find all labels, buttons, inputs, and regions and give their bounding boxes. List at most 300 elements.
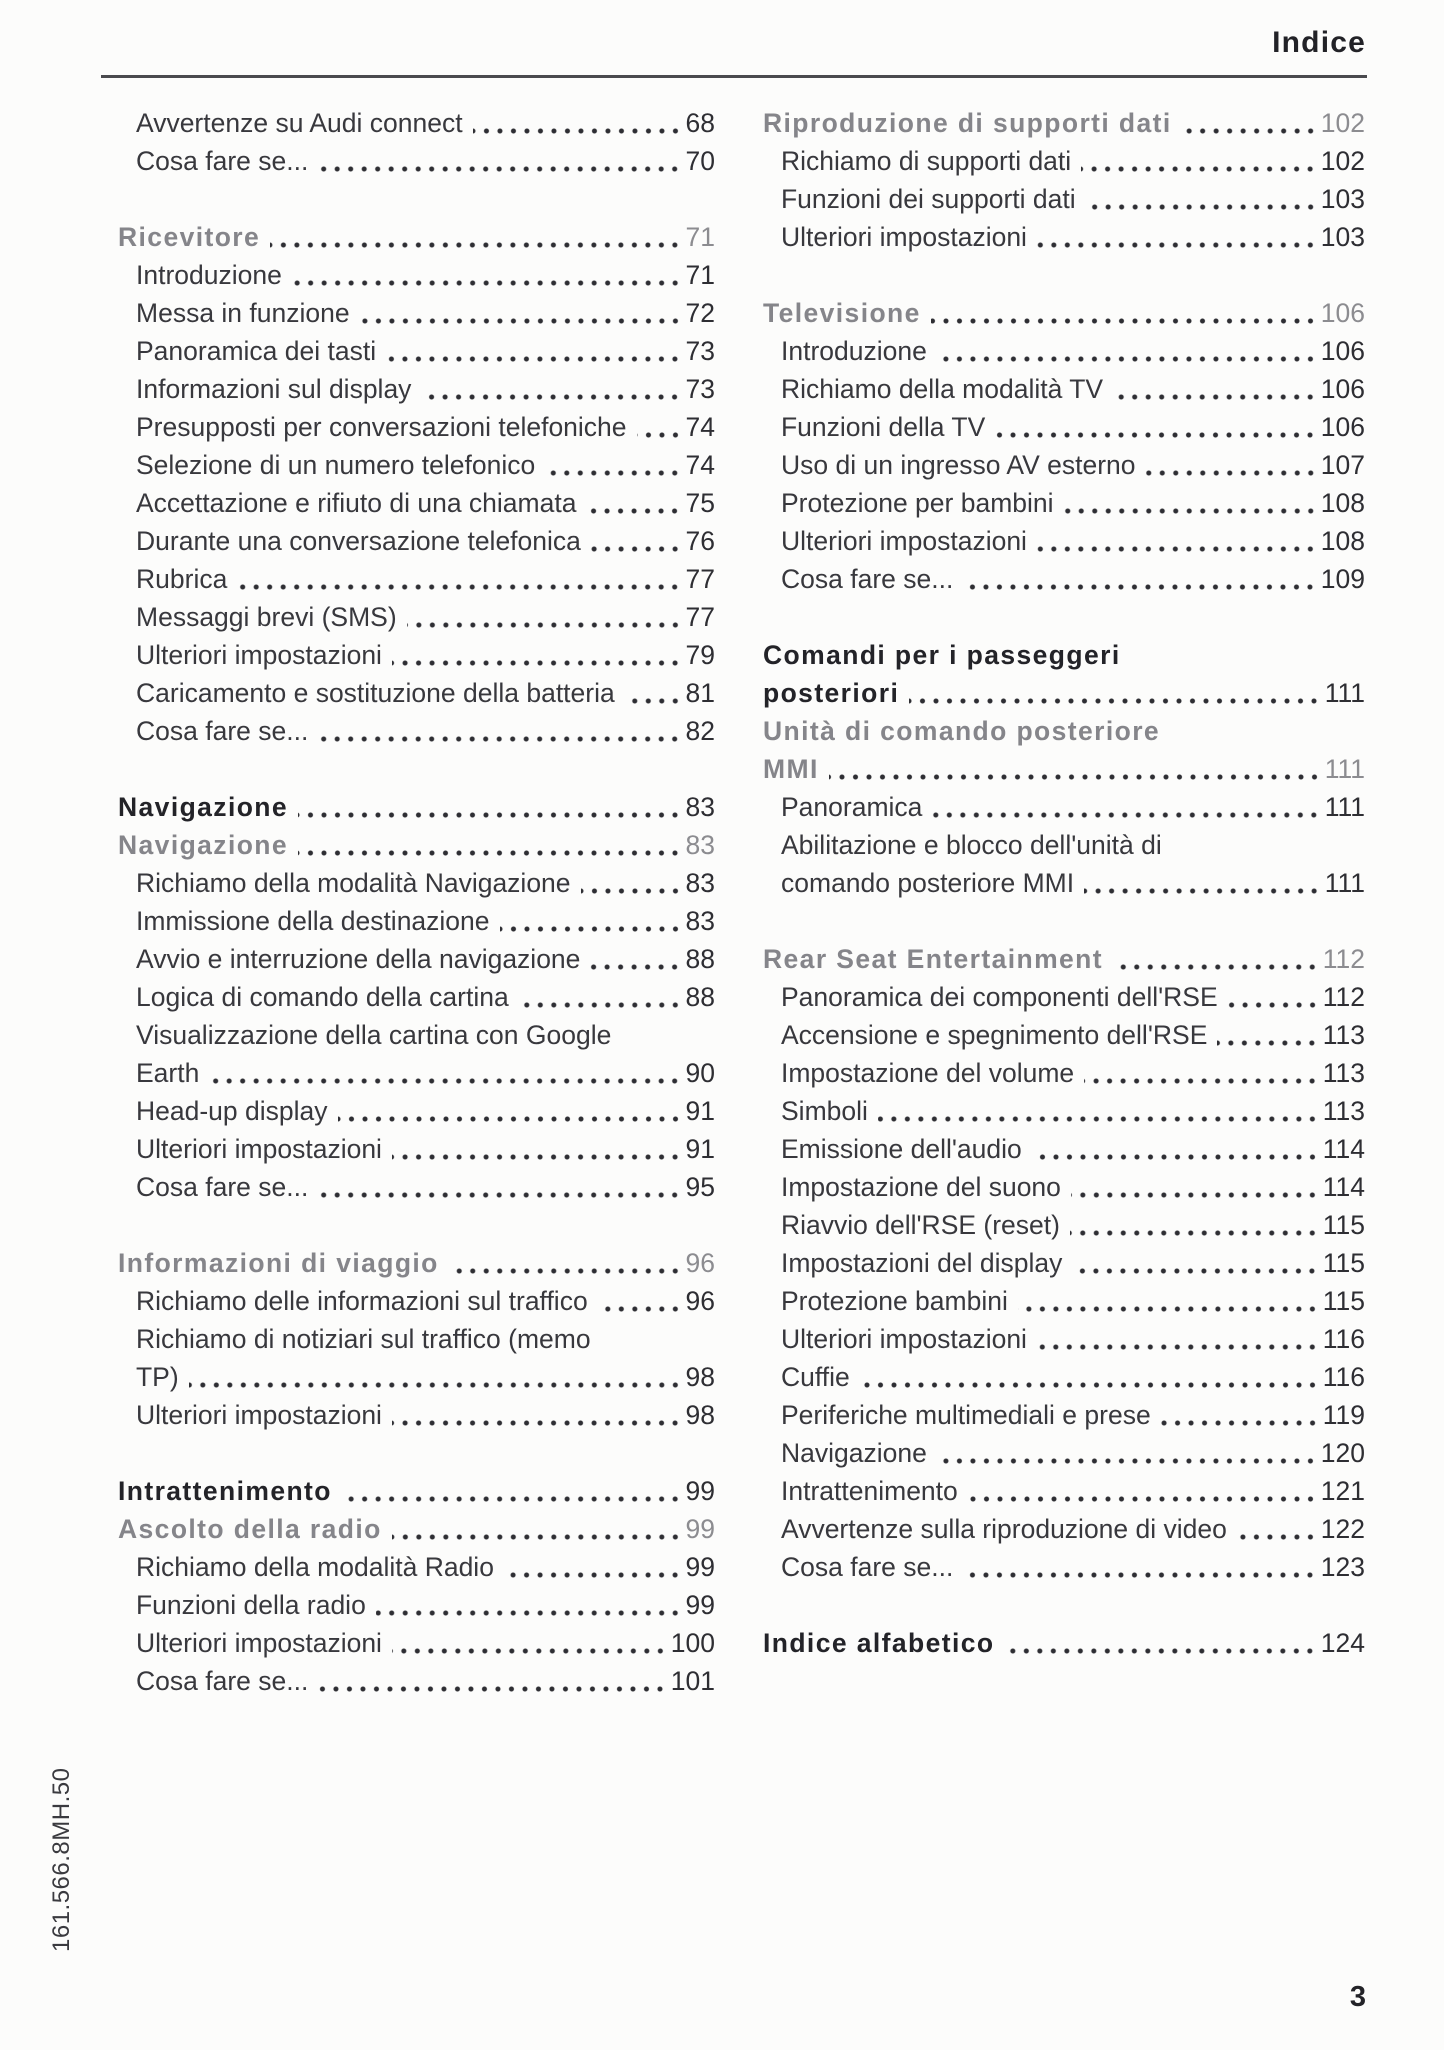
toc-page-number: 74 [685,412,715,442]
toc-entry-title: Cosa fare se... [136,1172,309,1202]
toc-entry-title: Cosa fare se... [136,1666,309,1696]
dot-leader [1084,1054,1319,1092]
toc-entry [118,560,715,598]
toc-entry-title: Richiamo della modalità Radio [136,1552,494,1582]
dot-leader [298,826,681,864]
toc-page-number: 112 [1322,944,1365,974]
toc-entry [118,1016,715,1054]
toc-page-number: 101 [670,1666,715,1696]
toc-section-heading [763,294,1365,332]
toc-page-number: 115 [1322,1248,1365,1278]
dot-leader [860,1358,1319,1396]
toc-chapter-heading [763,1624,1365,1662]
toc-entry [118,1548,715,1586]
toc-entry-title: Rubrica [136,564,228,594]
toc-entry [763,1244,1365,1282]
toc-column-left [118,104,715,1700]
toc-page-number: 103 [1320,222,1365,252]
toc-entry-title: Ulteriori impostazioni [781,1324,1027,1354]
toc-entry-title: Logica di comando della cartina [136,982,509,1012]
dot-leader [586,484,681,522]
toc-entry [763,1206,1365,1244]
toc-entry [763,1510,1365,1548]
toc-entry [118,104,715,142]
toc-section [763,636,1365,902]
dot-leader [318,142,681,180]
toc-entry-title: Funzioni della radio [136,1590,366,1620]
dot-leader [937,1434,1317,1472]
dot-leader [591,522,682,560]
toc-chapter-heading [763,674,1365,712]
dot-leader [1037,218,1317,256]
toc-page-number: 111 [1324,792,1365,822]
toc-entry-title: Rear Seat Entertainment [763,944,1103,974]
toc-entry-title: comando posteriore MMI [781,868,1075,898]
toc-entry [763,1054,1365,1092]
toc-page-number: 98 [685,1400,715,1430]
toc-section [763,104,1365,256]
toc-entry [763,560,1365,598]
toc-page-number: 99 [685,1514,715,1544]
toc-entry-title: Funzioni della TV [781,412,986,442]
dot-leader [1217,1016,1318,1054]
toc-page-number: 71 [685,260,715,290]
toc-page-number: 108 [1320,526,1365,556]
toc-page-number: 83 [685,830,715,860]
toc-entry [118,712,715,750]
toc-section [118,218,715,750]
toc-entry [763,1092,1365,1130]
toc-entry-title: Uso di un ingresso AV esterno [781,450,1136,480]
toc-entry-title: Cosa fare se... [136,716,309,746]
dot-leader [932,788,1320,826]
dot-leader [1146,446,1317,484]
toc-page-number: 116 [1322,1362,1365,1392]
toc-entry [763,1472,1365,1510]
toc-entry-title: Navigazione [781,1438,927,1468]
toc-entry [118,1054,715,1092]
toc-entry-title: Intrattenimento [118,1476,332,1506]
toc-page-number: 102 [1320,108,1365,138]
toc-entry [763,978,1365,1016]
toc-entry-title: Intrattenimento [781,1476,958,1506]
toc-entry [763,788,1365,826]
toc-entry-title: Avvertenze su Audi connect [136,108,463,138]
toc-section [763,940,1365,1586]
toc-section-heading [763,750,1365,788]
toc-entry-title: Informazioni sul display [136,374,412,404]
toc-entry [118,332,715,370]
dot-leader [392,1396,682,1434]
toc-entry [763,142,1365,180]
toc-entry-title: Introduzione [136,260,282,290]
toc-page-number: 95 [685,1172,715,1202]
toc-entry-title: Durante una conversazione telefonica [136,526,581,556]
toc-section-heading [118,218,715,256]
toc-page-number: 79 [685,640,715,670]
toc-entry-title: Impostazioni del display [781,1248,1063,1278]
dot-leader [504,1548,682,1586]
toc-entry-title: Richiamo delle informazioni sul traffico [136,1286,588,1316]
toc-entry-title: Panoramica dei tasti [136,336,377,366]
toc-page-number: 77 [685,564,715,594]
toc-page-number: 100 [670,1628,715,1658]
toc-entry [118,1662,715,1700]
toc-section [118,1244,715,1434]
toc-section-heading [118,826,715,864]
toc-page-number: 122 [1320,1514,1365,1544]
toc-page-number: 114 [1322,1134,1365,1164]
dot-leader [386,332,681,370]
toc-page-number: 76 [685,526,715,556]
dot-leader [342,1472,682,1510]
dot-leader [1113,370,1317,408]
dot-leader [338,1092,682,1130]
toc-page-number: 88 [685,944,715,974]
toc-page-number: 99 [685,1590,715,1620]
toc-entry-title: Funzioni dei supporti dati [781,184,1076,214]
toc-entry [118,1130,715,1168]
dot-leader [318,1168,681,1206]
dot-leader [968,1472,1317,1510]
toc-entry [118,522,715,560]
toc-entry [118,1320,715,1358]
dot-leader [637,408,682,446]
toc-entry [118,1092,715,1130]
toc-entry-title: Panoramica dei componenti dell'RSE [781,982,1218,1012]
dot-leader [1018,1282,1319,1320]
toc-entry-title: Navigazione [118,830,289,860]
toc-page-number: 82 [685,716,715,746]
toc-entry-title: Messaggi brevi (SMS) [136,602,397,632]
toc-entry-title: Selezione di un numero telefonico [136,450,536,480]
toc-entry-title: Presupposti per conversazioni telefoniche [136,412,627,442]
toc-section-heading [763,940,1365,978]
toc-entry [763,446,1365,484]
toc-entry [118,1586,715,1624]
toc-entry [763,370,1365,408]
toc-entry-title: Abilitazione e blocco dell'unità di [781,830,1162,860]
toc-entry-title: Richiamo di supporti dati [781,146,1072,176]
toc-page-number: 96 [685,1248,715,1278]
toc-entry [118,864,715,902]
dot-leader [1072,1244,1318,1282]
toc-entry-title: Ulteriori impostazioni [781,526,1027,556]
toc-page-number: 111 [1324,754,1365,784]
toc-entry-title: Simboli [781,1096,868,1126]
toc-entry [763,218,1365,256]
toc-page-number: 106 [1320,336,1365,366]
toc-page-number: 71 [685,222,715,252]
toc-entry [118,446,715,484]
toc-entry-title: Emissione dell'audio [781,1134,1022,1164]
dot-leader [878,1092,1319,1130]
dot-leader [1237,1510,1317,1548]
toc-entry-title: Navigazione [118,792,289,822]
toc-section [763,294,1365,598]
dot-leader [1037,522,1317,560]
toc-entry [118,978,715,1016]
toc-section [763,1624,1365,1662]
toc-page-number: 88 [685,982,715,1012]
header-rule [101,75,1367,78]
dot-leader [909,674,1321,712]
toc-chapter-heading [118,788,715,826]
dot-leader [392,1130,682,1168]
dot-leader [298,788,681,826]
toc-page-number: 68 [685,108,715,138]
toc-entry [118,674,715,712]
dot-leader [590,940,681,978]
toc-section-heading [118,1510,715,1548]
toc-page-number: 111 [1324,678,1365,708]
toc-entry [763,1396,1365,1434]
toc-entry-title: Periferiche multimediali e prese [781,1400,1151,1430]
toc-entry [118,408,715,446]
toc-page-number: 119 [1322,1400,1365,1430]
toc-entry [763,1016,1365,1054]
toc-entry [118,370,715,408]
toc-page-number: 107 [1320,450,1365,480]
toc-entry-title: Richiamo della modalità TV [781,374,1104,404]
toc-page-number: 124 [1320,1628,1365,1658]
toc-entry-title: Cosa fare se... [136,146,309,176]
toc-entry-title: Panoramica [781,792,923,822]
dot-leader [392,1624,667,1662]
dot-leader [1113,940,1319,978]
dot-leader [500,902,682,940]
toc-entry [763,1548,1365,1586]
dot-leader [581,864,682,902]
toc-entry-title: Protezione per bambini [781,488,1054,518]
toc-entry-title: Ulteriori impostazioni [136,1400,382,1430]
toc-page-number: 73 [685,336,715,366]
toc-entry-title: Impostazione del volume [781,1058,1075,1088]
toc-entry-title: Ulteriori impostazioni [136,1628,382,1658]
toc-entry [763,484,1365,522]
toc-entry [118,142,715,180]
toc-page-number: 83 [685,868,715,898]
dot-leader [519,978,682,1016]
toc-entry [118,484,715,522]
toc-entry [763,826,1365,864]
toc-entry [118,1624,715,1662]
dot-leader [1032,1130,1319,1168]
toc-page-number: 73 [685,374,715,404]
toc-entry-title: Head-up display [136,1096,328,1126]
toc-entry [118,256,715,294]
dot-leader [270,218,681,256]
toc-entry [763,1282,1365,1320]
dot-leader [292,256,682,294]
toc-entry-title: posteriori [763,678,900,708]
toc-entry [118,1396,715,1434]
toc-entry-title: Cosa fare se... [781,1552,954,1582]
toc-page-number: 112 [1322,982,1365,1012]
toc-section-heading [763,712,1365,750]
dot-leader [1070,1206,1319,1244]
dot-leader [360,294,682,332]
toc-page-number: 96 [685,1286,715,1316]
toc-entry-title: Protezione bambini [781,1286,1008,1316]
toc-page-number: 90 [685,1058,715,1088]
toc-page-number: 72 [685,298,715,328]
toc-page-number: 102 [1320,146,1365,176]
dot-leader [1037,1320,1319,1358]
toc-entry [763,1130,1365,1168]
toc-entry [118,294,715,332]
toc-entry-title: Ulteriori impostazioni [136,640,382,670]
dot-leader [473,104,682,142]
toc-entry [763,408,1365,446]
toc-page-number: 111 [1324,868,1365,898]
toc-entry-title: Messa in funzione [136,298,350,328]
toc-column-right [763,104,1365,1662]
toc-entry-title: Richiamo della modalità Navigazione [136,868,571,898]
toc-entry-title: Ascolto della radio [118,1514,382,1544]
toc-page-number: 113 [1322,1020,1365,1050]
toc-entry [763,1434,1365,1472]
dot-leader [421,370,681,408]
toc-page-number: 98 [685,1362,715,1392]
page-title: Indice [1272,26,1366,59]
toc-page-number: 113 [1322,1096,1365,1126]
dot-leader [598,1282,682,1320]
dot-leader [829,750,1321,788]
toc-entry [118,940,715,978]
toc-page-number: 113 [1322,1058,1365,1088]
toc-entry-title: Immissione della destinazione [136,906,490,936]
dot-leader [1161,1396,1319,1434]
toc-entry-title: Unità di comando posteriore [763,716,1161,746]
toc-entry-title: Ulteriori impostazioni [136,1134,382,1164]
toc-entry [118,1358,715,1396]
toc-entry [118,636,715,674]
toc-page-number: 106 [1320,374,1365,404]
dot-leader [392,1510,682,1548]
toc-page-number: 116 [1322,1324,1365,1354]
toc-entry [118,598,715,636]
dot-leader [1086,180,1317,218]
dot-leader [392,636,682,674]
toc-page-number: 115 [1322,1286,1365,1316]
dot-leader [1071,1168,1319,1206]
toc-page-number: 109 [1320,564,1365,594]
dot-leader [937,332,1317,370]
toc-entry-title: MMI [763,754,819,784]
toc-entry [763,332,1365,370]
dot-leader [963,1548,1316,1586]
toc-entry [118,1282,715,1320]
toc-section-heading [118,1244,715,1282]
toc-entry-title: Earth [136,1058,200,1088]
toc-entry-title: Visualizzazione della cartina con Google [136,1020,612,1050]
toc-page-number: 99 [685,1552,715,1582]
document-code: 161.566.8MH.50 [48,1767,75,1952]
dot-leader [189,1358,682,1396]
toc-page-number: 108 [1320,488,1365,518]
toc-section [118,1472,715,1700]
toc-entry [763,1358,1365,1396]
toc-page-number: 99 [685,1476,715,1506]
dot-leader [545,446,681,484]
dot-leader [449,1244,682,1282]
toc-entry-title: Riproduzione di supporti dati [763,108,1172,138]
dot-leader [995,408,1317,446]
dot-leader [1081,142,1317,180]
toc-entry-title: Cuffie [781,1362,850,1392]
dot-leader [1064,484,1317,522]
dot-leader [376,1586,682,1624]
toc-entry-title: Indice alfabetico [763,1628,995,1658]
toc-section-heading [763,104,1365,142]
dot-leader [237,560,681,598]
dot-leader [209,1054,681,1092]
toc-page-number: 106 [1320,298,1365,328]
dot-leader [1084,864,1321,902]
toc-page-number: 106 [1320,412,1365,442]
dot-leader [1182,104,1317,142]
toc-entry-title: Cosa fare se... [781,564,954,594]
toc-chapter-heading [763,636,1365,674]
toc-chapter-heading [118,1472,715,1510]
toc-entry-title: Introduzione [781,336,927,366]
dot-leader [318,1662,666,1700]
toc-entry-title: Avvio e interruzione della navigazione [136,944,581,974]
toc-entry [763,864,1365,902]
dot-leader [1228,978,1319,1016]
toc-page-number: 91 [685,1096,715,1126]
toc-entry-title: Accensione e spegnimento dell'RSE [781,1020,1208,1050]
toc-page-number: 121 [1320,1476,1365,1506]
dot-leader [963,560,1316,598]
dot-leader [625,674,682,712]
toc-entry-title: Richiamo di notiziari sul traffico (memo [136,1324,591,1354]
toc-page-number: 75 [685,488,715,518]
toc-page-number: 83 [685,906,715,936]
toc-section [118,104,715,180]
toc-entry-title: Ricevitore [118,222,261,252]
toc-entry-title: Informazioni di viaggio [118,1248,439,1278]
toc-entry-title: Riavvio dell'RSE (reset) [781,1210,1060,1240]
toc-page-number: 120 [1320,1438,1365,1468]
page-number: 3 [1349,1981,1366,2013]
toc-entry-title: Comandi per i passeggeri [763,640,1121,670]
toc-section [118,788,715,1206]
toc-entry-title: TP) [136,1362,179,1392]
toc-entry [763,522,1365,560]
toc-entry [763,180,1365,218]
toc-entry [763,1320,1365,1358]
toc-page-number: 114 [1322,1172,1365,1202]
toc-entry [118,902,715,940]
toc-page-number: 91 [685,1134,715,1164]
dot-leader [407,598,682,636]
toc-entry-title: Impostazione del suono [781,1172,1061,1202]
toc-page-number: 123 [1320,1552,1365,1582]
toc-page-number: 81 [685,678,715,708]
toc-page-number: 77 [685,602,715,632]
dot-leader [931,294,1317,332]
dot-leader [1004,1624,1316,1662]
toc-entry-title: Accettazione e rifiuto di una chiamata [136,488,577,518]
toc-entry-title: Televisione [763,298,921,328]
toc-page-number: 103 [1320,184,1365,214]
toc-entry [763,1168,1365,1206]
dot-leader [318,712,681,750]
toc-page-number: 115 [1322,1210,1365,1240]
toc-page-number: 74 [685,450,715,480]
